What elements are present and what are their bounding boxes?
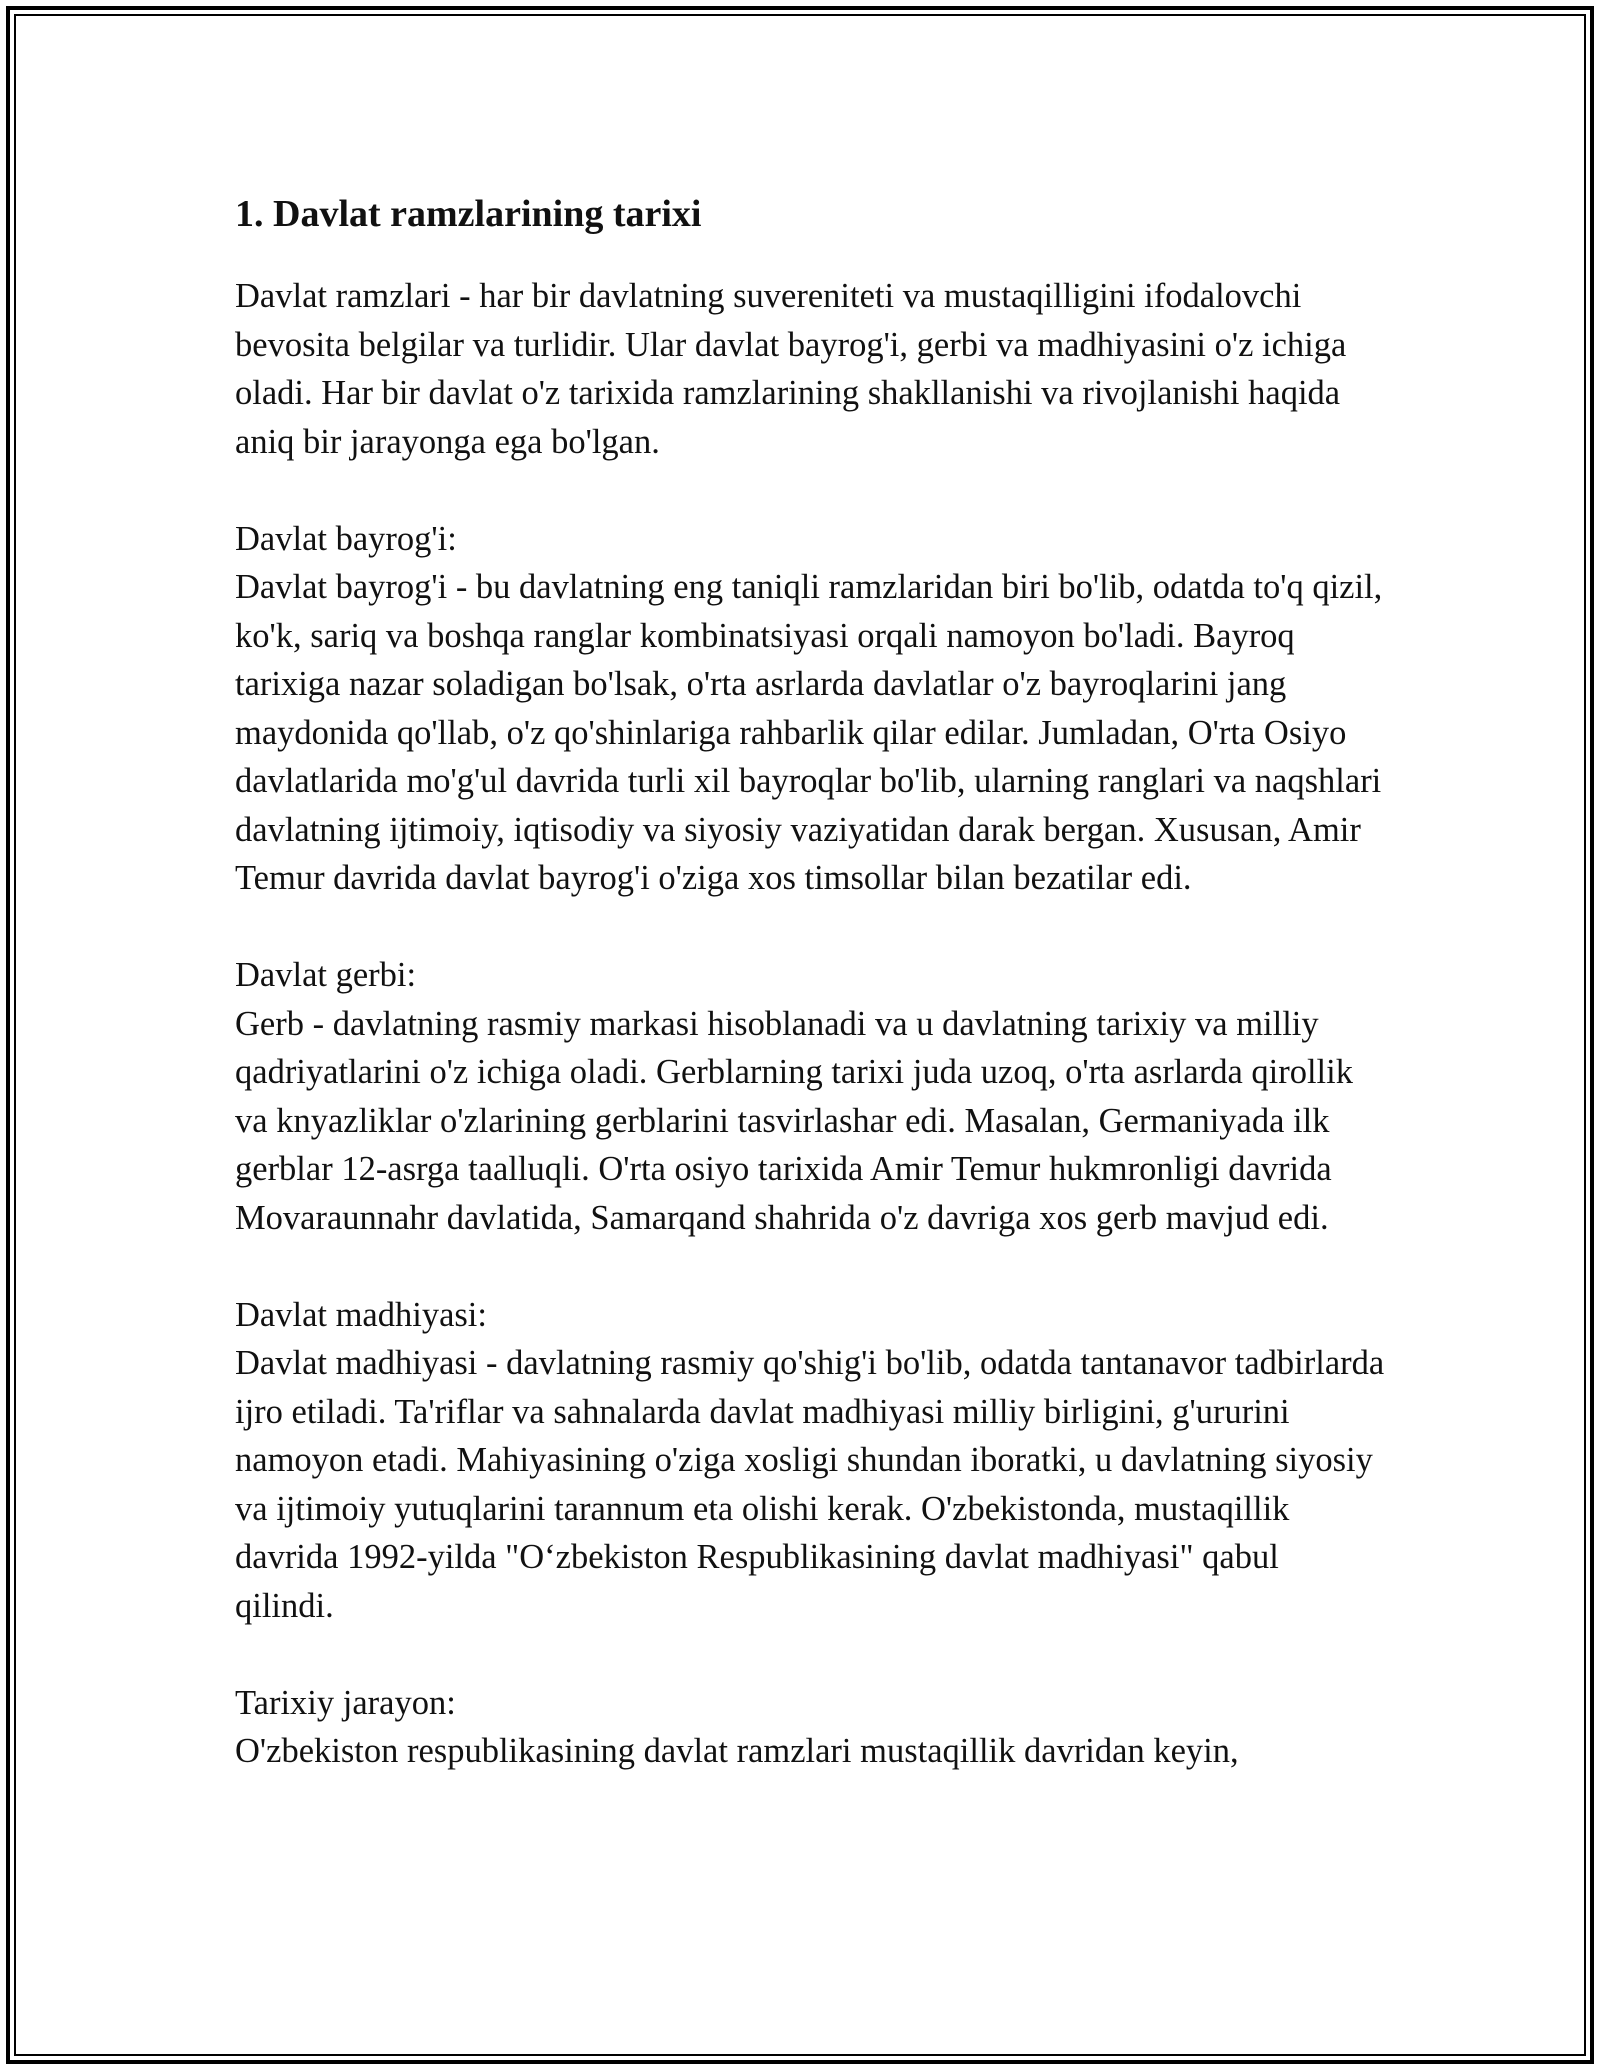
document-title: 1. Davlat ramzlarining tarixi bbox=[235, 193, 702, 235]
paragraph-spacer bbox=[235, 1242, 1385, 1291]
section-text-historical-process: O'zbekiston respublikasining davlat ramzlari mustaqillik davridan keyin, bbox=[235, 1732, 1239, 1770]
section-coat-of-arms bbox=[235, 951, 1385, 1242]
intro-paragraph: Davlat ramzlari - har bir davlatning suvereniteti va mustaqilligini ifodalovchi bevosita belgilar va turlidir. Ular davlat bayrog'i, gerbi va madhiyasini o'z ichiga oladi. Har bir davlat o'z tarixida ramzlarining shakllanishi va rivojlanishi haqida aniq bir jarayonga ega bo'lgan. bbox=[235, 277, 1347, 461]
section-flag bbox=[235, 515, 1385, 903]
paragraph-spacer bbox=[235, 1630, 1385, 1679]
section-anthem bbox=[235, 1291, 1385, 1631]
paragraph-spacer bbox=[235, 903, 1385, 952]
section-heading-anthem: Davlat madhiyasi: bbox=[235, 1295, 487, 1334]
section-text-anthem: Davlat madhiyasi - davlatning rasmiy qo'shig'i bo'lib, odatda tantanavor tadbirlarda ijro etiladi. Ta'riflar va sahnalarda davlat madhiyasi milliy birligini, g'ururini namoyon etadi. Mahiyasining o'ziga xosligi shundan iboratki, u davlatning siyosiy va ijtimoiy yutuqlarini tarannum eta olishi kerak. O'zbekistonda, mustaqillik davrida 1992-yilda "O‘zbekiston Respublikasining davlat madhiyasi" qabul qilindi. bbox=[235, 1344, 1385, 1625]
document-body bbox=[235, 186, 1385, 1776]
section-heading-historical-process: Tarixiy jarayon: bbox=[235, 1683, 456, 1722]
section-heading-coat-of-arms: Davlat gerbi: bbox=[235, 956, 417, 994]
section-historical-process bbox=[235, 1679, 1385, 1776]
section-text-flag: Davlat bayrog'i - bu davlatning eng taniqli ramzlaridan biri bo'lib, odatda to'q qizil, ko'k, sariq va boshqa ranglar kombinatsiyasi orqali namoyon bo'ladi. Bayroq tarixiga nazar soladigan bo'lsak, o'rta asrlarda davlatlar o'z bayroqlarini jang maydonida qo'llab, o'z qo'shinlariga rahbarlik qilar edilar. Jumladan, O'rta Osiyo davlatlarida mo'g'ul davrida turli xil bayroqlar bo'lib, ularning ranglari va naqshlari davlatning ijtimoiy, iqtisodiy va siyosiy vaziyatidan darak bergan. Xususan, Amir Temur davrida davlat bayrog'i o'ziga xos timsollar bilan bezatilar edi. bbox=[235, 568, 1383, 897]
section-text-coat-of-arms: Gerb - davlatning rasmiy markasi hisoblanadi va u davlatning tarixiy va milliy qadriyatlarini o'z ichiga oladi. Gerblarning tarixi juda uzoq, o'rta asrlarda qirollik va knyazliklar o'zlarining gerblarini tasvirlashar edi. Masalan, Germaniyada ilk gerblar 12-asrga taalluqli. O'rta osiyo tarixida Amir Temur hukmronligi davrida Movaraunnahr davlatida, Samarqand shahrida o'z davriga xos gerb mavjud edi. bbox=[235, 1004, 1353, 1237]
section-heading-flag: Davlat bayrog'i: bbox=[235, 519, 457, 558]
paragraph-spacer bbox=[235, 466, 1385, 515]
